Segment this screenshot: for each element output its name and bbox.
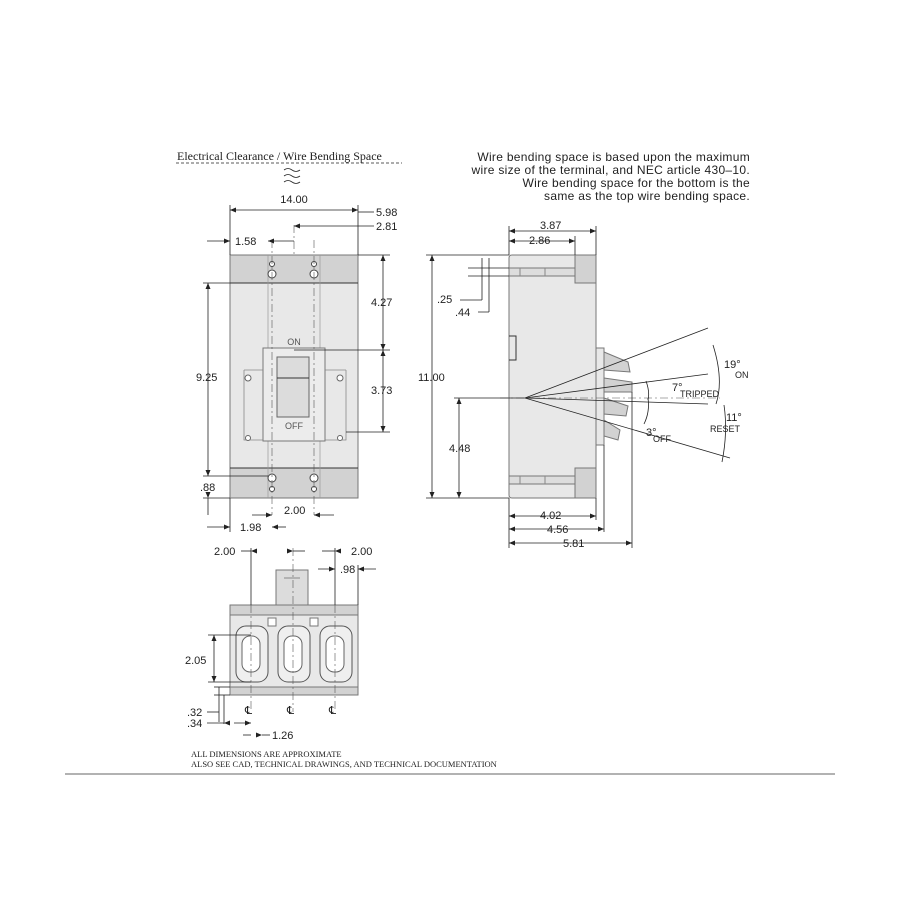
breaker-handle	[277, 357, 309, 417]
dim-front-height: 9.25	[196, 372, 218, 384]
dim-right-inner: 2.81	[376, 221, 398, 233]
dim-depth-b: 4.56	[547, 524, 569, 536]
footnote-1: ALL DIMENSIONS ARE APPROXIMATE	[191, 749, 342, 759]
dim-end-pole-pitch: 1.26	[272, 730, 294, 742]
terminal-pocket-icons	[236, 618, 352, 682]
end-view	[230, 548, 358, 712]
dim-width-overall: 14.00	[280, 194, 308, 206]
dim-bottom-offset: .88	[200, 482, 216, 494]
dim-terminal-a: .25	[437, 294, 453, 306]
dim-end-terminal-height: 2.05	[185, 655, 207, 667]
dim-end-spacing-right: 2.00	[351, 546, 373, 558]
angle-on: 19°	[724, 359, 741, 371]
dim-bottom-left: 1.98	[240, 522, 262, 534]
dim-mid-section: 3.73	[371, 385, 393, 397]
dim-top-depth-outer: 3.87	[540, 220, 562, 232]
angle-reset: 11°	[726, 412, 742, 424]
breaker-side-body	[509, 255, 596, 498]
dim-end-spacing-left: 2.00	[214, 546, 236, 558]
dim-left-offset: 1.58	[235, 236, 257, 248]
side-view	[500, 255, 730, 498]
centerline-symbol-mid: ℄	[287, 705, 295, 717]
note-line-1: Wire bending space is based upon the maximum	[477, 150, 750, 164]
label-on: ON	[735, 370, 749, 380]
handle-off-label: OFF	[285, 421, 303, 431]
note-line-3: Wire bending space for the bottom is the	[522, 176, 750, 190]
label-off: OFF	[653, 434, 671, 444]
centerline-symbol-left: ℄	[245, 705, 253, 717]
dim-handle-height: 4.48	[449, 443, 471, 455]
break-symbol	[284, 169, 300, 184]
dim-end-bottom-b: .34	[187, 718, 203, 730]
label-reset: RESET	[710, 424, 741, 434]
top-terminal-strip	[230, 255, 358, 283]
handle-tripped-position	[604, 378, 632, 392]
footnote-2: ALSO SEE CAD, TECHNICAL DRAWINGS, AND TECHNICAL DOCUMENTATION	[191, 759, 497, 769]
bottom-terminal-strip	[230, 468, 358, 498]
dim-upper-section: 4.27	[371, 297, 393, 309]
centerline-symbol-right: ℄	[329, 705, 337, 717]
dim-depth-c: 5.81	[563, 538, 585, 550]
note-line-4: same as the top wire bending space.	[544, 189, 750, 203]
dim-top-depth-inner: 2.86	[529, 235, 551, 247]
handle-on-label: ON	[287, 337, 301, 347]
dim-depth-a: 4.02	[540, 510, 562, 522]
dim-right-clear: 5.98	[376, 207, 398, 219]
label-tripped: TRIPPED	[680, 389, 720, 399]
front-view	[230, 225, 358, 515]
dim-end-edge-right: .98	[340, 564, 356, 576]
dim-end-bottom-a: .32	[187, 707, 203, 719]
drawing-title: Electrical Clearance / Wire Bending Space	[177, 149, 382, 163]
angle-off: 3°	[646, 427, 657, 439]
handle-on-position	[604, 352, 630, 372]
end-handle	[276, 570, 308, 605]
dim-terminal-b: .44	[455, 307, 471, 319]
angle-tripped: 7°	[672, 382, 683, 394]
dim-pole-spacing: 2.00	[284, 505, 306, 517]
dim-side-height: 11.00	[418, 372, 445, 384]
note-line-2: wire size of the terminal, and NEC article 430–10.	[471, 163, 750, 177]
